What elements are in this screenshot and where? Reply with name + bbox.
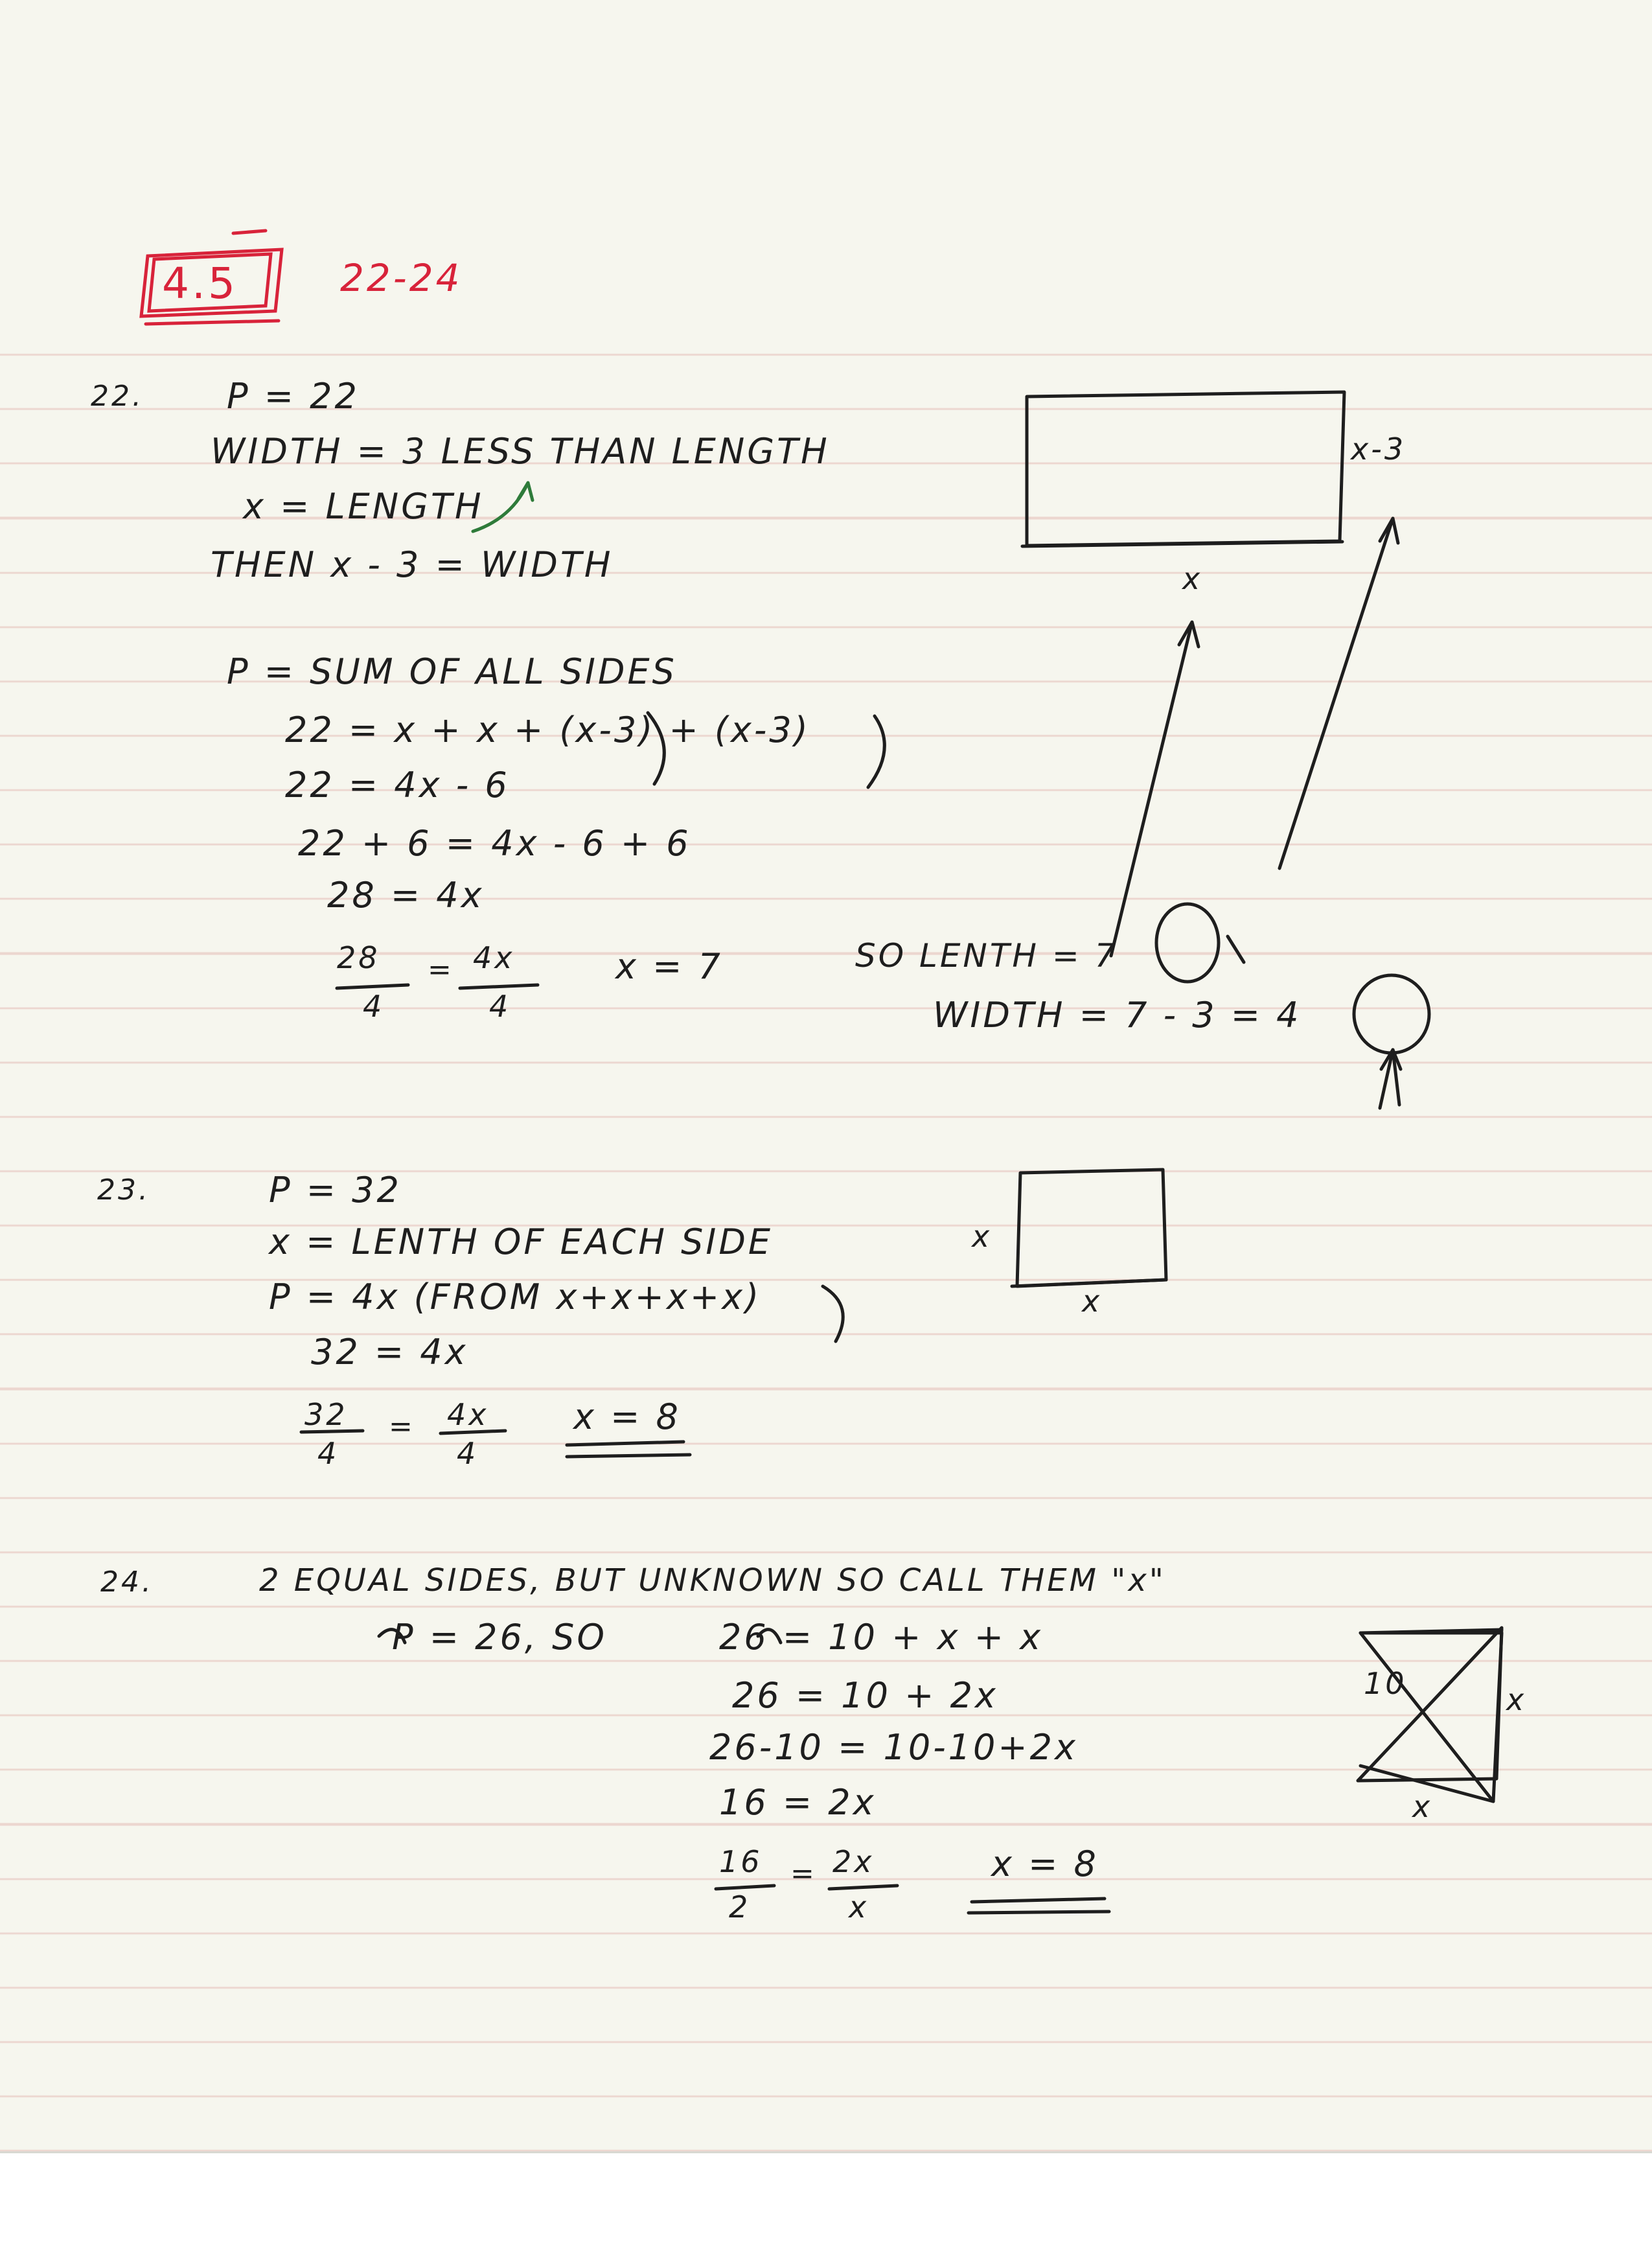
line-22-result: 28 = 4x [327, 875, 485, 916]
diagram-24-hyp-label: 10 [1364, 1666, 1407, 1701]
answer-circle-4 [1354, 975, 1429, 1053]
diagram-23-side-label: x [972, 1219, 992, 1254]
line-24-combined: 26 = 10 + 2x [732, 1675, 998, 1716]
fraction-22-num-right: 4x [473, 940, 515, 975]
answer-underline-23 [567, 1442, 683, 1445]
diagram-22-bottom-label: x [1182, 561, 1203, 596]
line-23-side-def: x = LENTH OF EACH SIDE [269, 1221, 774, 1262]
fraction-23-num-left: 32 [304, 1397, 348, 1432]
answer-22-x: x = 7 [615, 946, 723, 987]
fraction-23-num-right: 4x [447, 1397, 489, 1432]
fraction-23-den-right: 4 [457, 1436, 479, 1471]
line-22-length-var: x = LENGTH [243, 486, 484, 527]
fraction-23-den-left: 4 [317, 1436, 339, 1471]
answer-23-x: x = 8 [573, 1396, 681, 1437]
fraction-24-num-right: 2x [832, 1844, 875, 1879]
line-24-perimeter: P = 26, SO [392, 1617, 607, 1658]
line-22-perimeter: P = 22 [227, 376, 360, 417]
line-24-statement: 2 EQUAL SIDES, BUT UNKNOWN SO CALL THEM "x" [259, 1562, 1166, 1599]
fraction-22-den-right: 4 [489, 989, 511, 1024]
line-22-equation: 22 = x + x + (x-3) + (x-3) [285, 710, 810, 750]
triangle-diagram-24 [1360, 1630, 1502, 1801]
problem-number-24: 24. [100, 1566, 154, 1599]
fraction-22-den-left: 4 [363, 989, 385, 1024]
line-22-sum-def: P = SUM OF ALL SIDES [227, 651, 677, 692]
line-22-width-def: WIDTH = 3 LESS THAN LENGTH [211, 431, 830, 472]
answer-22-width: WIDTH = 7 - 3 = 4 [933, 995, 1302, 1035]
line-24-subtract: 26-10 = 10-10+2x [709, 1727, 1078, 1768]
answer-24-x: x = 8 [991, 1844, 1099, 1884]
line-23-perimeter: P = 32 [269, 1170, 402, 1210]
line-22-width-expr: THEN x - 3 = WIDTH [211, 544, 614, 585]
line-22-add-six: 22 + 6 = 4x - 6 + 6 [298, 823, 691, 864]
answer-22-length: SO LENTH = 7 [855, 937, 1118, 975]
equals-22: = [428, 953, 454, 986]
rectangle-diagram-22 [1022, 392, 1344, 546]
arrow-width-icon [1279, 518, 1393, 868]
problem-number-22: 22. [91, 380, 144, 413]
fraction-24-den-right: x [849, 1890, 869, 1925]
line-22-simplified: 22 = 4x - 6 [285, 765, 510, 805]
fraction-24-num-left: 16 [719, 1844, 763, 1879]
problem-number-23: 23. [97, 1174, 150, 1207]
equals-24: = [790, 1857, 817, 1890]
fraction-24-den-left: 2 [729, 1890, 751, 1925]
diagram-23-bottom-label: x [1082, 1284, 1103, 1319]
diagram-24-bottom-label: x [1412, 1789, 1433, 1824]
answer-circle-7 [1156, 904, 1219, 982]
section-number: 4.5 [162, 259, 238, 308]
fraction-22-num-left: 28 [337, 940, 380, 975]
line-23-formula: P = 4x (FROM x+x+x+x) [269, 1277, 762, 1317]
line-24-result: 16 = 2x [719, 1782, 877, 1823]
diagram-24-side-label: x [1506, 1682, 1527, 1717]
problem-range: 22-24 [340, 256, 463, 300]
line-23-equation: 32 = 4x [311, 1332, 468, 1372]
diagram-22-side-label: x-3 [1351, 432, 1406, 467]
answer-underline-24 [972, 1899, 1105, 1902]
equals-23: = [389, 1410, 415, 1443]
square-diagram-23 [1012, 1170, 1166, 1286]
line-24-equation: 26 = 10 + x + x [719, 1617, 1044, 1658]
